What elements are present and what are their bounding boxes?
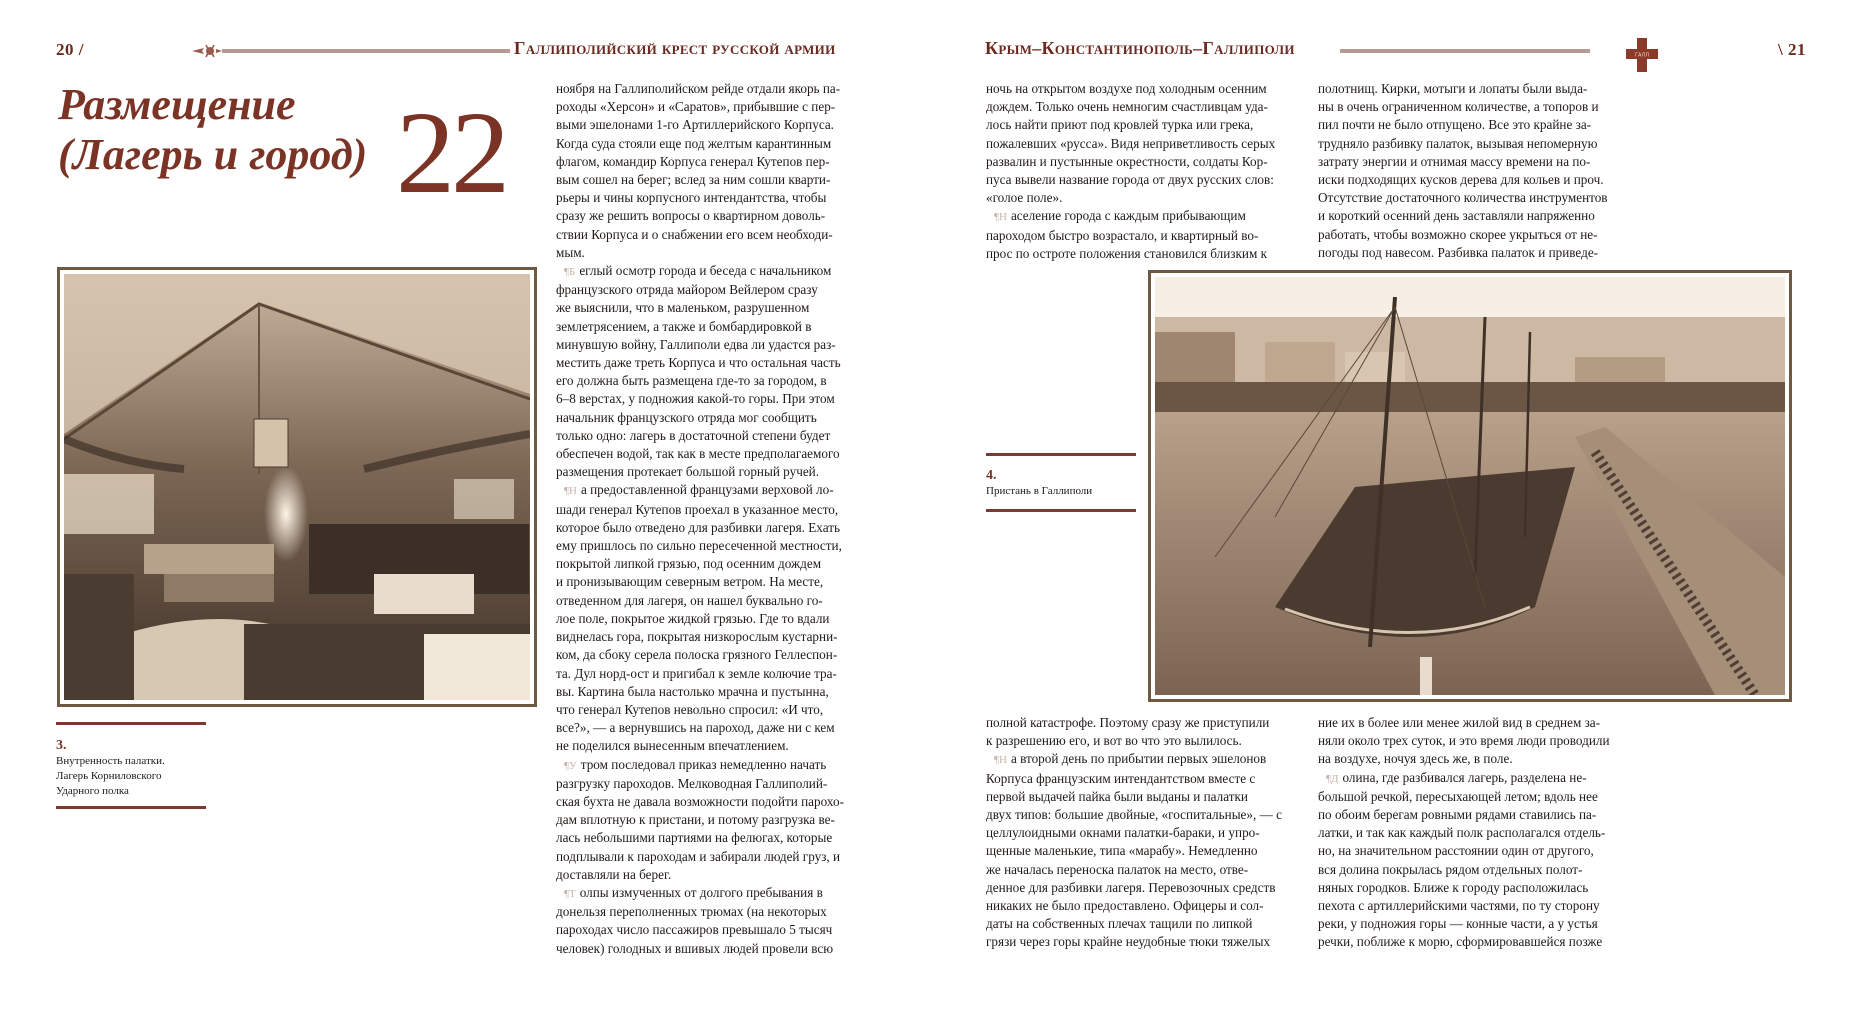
svg-text:ГАЛЛ: ГАЛЛ [1635,52,1649,59]
text-line: отведенном для лагеря, он нашел буквально го- [556,592,823,608]
text-line: к разрешению его, и вот во что это вылилось. [986,733,1242,749]
text-line: и пронизывающим северным ветром. На месте, [556,574,824,590]
text-line: вся долина покрылась рядом отдельных полот- [1318,861,1583,877]
text-line: речки, поближе к морю, сформировавшейся позже [1318,934,1603,950]
text-line: 6–8 верстах, у подножия какой-то горы. При этом [556,391,835,407]
text-line: иски подходящих кусков дерева для кольев и проч. [1318,172,1604,188]
text-line: Когда суда стояли еще под желтым карантинным [556,135,832,151]
text-line: все?», — а вернувшись на пароход, даже ни с кем [556,720,835,736]
text-line: доставляли на берег. [556,866,672,882]
text-line: которое было отведено для разбивки лагеря. Ехать [556,519,841,535]
text-line: грязи через горы крайне неудобные тюки тяжелых [986,934,1271,950]
text-line: ¶На предоставленной французами верховой ло- [564,482,834,498]
text-line: пуса вывели название города от двух русских слов: [986,172,1274,188]
text-line: землетрясением, а также и бомбардировкой в [556,318,812,334]
text-line: вы. Картина была настолько мрачна и пустынна, [556,683,829,699]
text-line: по обоим берегам ровными рядами ставились па- [1318,807,1597,823]
caption-line: Ударного полка [56,785,129,797]
text-line: его должна быть размещена где-то за городом, в [556,373,827,389]
text-line: местить даже треть Корпуса и что остальная часть [556,355,841,371]
text-line: ствии Корпуса и о снабжении его всем необходи- [556,226,833,242]
text-line: на воздухе, ночуя здесь же, в поле. [1318,751,1513,767]
running-title-right: Крым–Константинополь–Галлиполи [985,38,1295,58]
text-line: флагом, командир Корпуса генерал Кутепов пер- [556,153,830,169]
text-line: погоды под навесом. Разбивка палаток и приведе- [1318,244,1599,260]
folio-left: 20 / [56,40,84,59]
cross-icon [1626,38,1658,72]
caption-number: 3. [56,738,67,753]
chapter-number: 22 [396,87,506,218]
text-line: виднелась гора, покрытая низкорослым кустарни- [556,629,838,645]
text-line: выми эшелонами 1-го Артиллерийского Корпуса. [556,117,834,133]
text-line: начальник французского отряда мог сообщить [556,409,817,425]
text-column-right-2-top [1318,80,1636,262]
text-line: та. Дул норд-ост и пригибал к земле колючие тра- [556,665,837,681]
photo-image [64,274,530,700]
text-line: не поделился вынесенным впечатлением. [556,738,789,754]
chapter-title-line1: Размещение [58,80,296,129]
caption-line: Лагерь Корниловского [56,770,162,782]
text-line: размещения протекает большой горный ручей. [556,464,820,480]
text-line: мым. [556,244,585,260]
text-line: пожалевших «русса». Видя неприветливость серых [986,135,1276,151]
text-line: человек) голодных и вшивых людей провели всю [556,940,834,956]
text-column-right-1-top [986,80,1298,263]
text-line: ¶Толпы измученных от долгого пребывания в [564,884,823,900]
text-line: пароходах число пассажиров превышало 5 тысяч [556,922,833,938]
text-line: ночь на открытом воздухе под холодным осенним [986,81,1267,96]
text-line: большой речкой, пересыхающей летом; вдоль нее [1318,788,1598,804]
text-line: дам вплотную к пристани, и потому разгрузка ве- [556,812,835,828]
text-line: двух типов: большие двойные, «госпитальные», — с [986,807,1282,823]
caption-rule-bottom-3 [56,806,206,809]
text-column-right-1-bottom [986,714,1298,952]
chapter-title-line2: (Лагерь и город) [58,130,368,179]
text-line: ние их в более или менее жилой вид в среднем за- [1318,715,1601,730]
photo-caption-4 [986,468,1146,499]
text-line: лое поле, покрытое жидкой грязью. Где то вдали [556,610,830,626]
text-line: ¶Утром последовал приказ немедленно начать [564,756,827,772]
text-line: «голое поле». [986,190,1063,206]
text-line: шади генерал Кутепов проехал в указанное место, [556,501,839,517]
text-line: подплывали к пароходам и забирали людей груз, и [556,848,841,864]
text-line: затрату энергии и отнимая массу времени на по- [1318,153,1591,169]
text-line: никаких не было предоставлено. Офицеры и сол- [986,898,1264,914]
text-line: ¶Долина, где разбивался лагерь, разделена не- [1326,769,1587,785]
text-line: ны в очень ограниченном количестве, а топоров и [1318,99,1599,115]
text-line: лась небольшими партиями на фелюгах, которые [556,830,833,846]
text-line: пехота с артиллерийскими частями, по ту сторону [1318,898,1600,914]
text-line: Корпуса французским интендантством вместе с [986,770,1256,786]
cross-emblem [1626,38,1658,72]
photo-tent-interior [57,267,537,707]
text-line: вым сошел на берег; вслед за ним сошли кварти- [556,172,831,188]
text-line: развалин и пустынные окрестности, солдаты Кор- [986,153,1268,169]
running-title-left: Галлиполийский крест русской армии [514,38,836,58]
text-line: полной катастрофе. Поэтому сразу же приступили [986,715,1270,730]
text-line: ноября на Галлиполийском рейде отдали якорь па- [556,81,841,96]
header-rule-left [222,49,510,53]
text-line: разгрузку пароходов. Мелководная Галлиполий- [556,775,828,791]
caption-rule-bottom-4 [986,509,1136,512]
text-line: но, на значительном расстоянии один от другого, [1318,843,1594,859]
text-line: и короткий осенний день заставляли напряженно [1318,208,1595,224]
text-line: ему пришлось по сильно пересеченной местности, [556,538,842,554]
text-line: первой выдачей пайка были выданы и палатки [986,788,1248,804]
text-line: ¶Беглый осмотр города и беседа с начальником [564,263,832,279]
header-rule-right [1340,49,1590,53]
text-line: пароходом быстро возрастало, и квартирный во- [986,227,1259,243]
text-line: рьеры и чины корпусного интендантства, чтобы [556,190,827,206]
caption-line: Пристань в Галлиполи [986,485,1093,497]
text-line: няли около трех суток, и это время люди проводили [1318,733,1610,749]
text-line: работать, чтобы возможно скорее укрыться от не- [1318,226,1598,242]
chapter-heading [58,80,367,180]
text-line: обеспечен водой, так как в месте предполагаемого [556,446,840,462]
text-line: дождем. Только очень немногим счастливцам уда- [986,99,1268,115]
text-line: даты на собственных плечах тащили по липкой [986,916,1253,932]
text-line: трудняло разбивку палаток, вызывая непомерную [1318,135,1598,151]
folio-right: \ 21 [1778,40,1806,59]
caption-number: 4. [986,468,997,483]
text-line: же началась переноска палаток на место, отве- [986,861,1249,877]
text-line: латки, и так как каждый полк располагался отдель- [1318,825,1606,841]
text-line: пил почти не было отпущено. Все это крайне за- [1318,117,1592,133]
tent-photo-illustration [64,274,530,700]
caption-rule-top-4 [986,453,1136,456]
text-line: реки, у подножия горы — конные части, а у устья [1318,916,1598,932]
text-line: что генерал Кутепов невольно спросил: «И что, [556,701,824,717]
text-line: щенные маленькие, типа «марабу». Немедленно [986,843,1258,859]
text-line: ком, да сбоку серела полоска грязного Геллеспон- [556,647,838,663]
photo-image [1155,277,1785,695]
text-line: полотнищ. Кирки, мотыги и лопаты были выда- [1318,81,1588,96]
harbor-photo-illustration [1155,277,1785,695]
text-line: целлулоидными окнами палатки-бараки, и упро- [986,825,1260,841]
caption-line: Внутренность палатки. [56,755,165,767]
text-line: няных городков. Ближе к городу расположилась [1318,879,1589,895]
text-line: же выяснили, что в маленьком, разрушенном [556,300,810,316]
text-line: покрытой липкой грязью, под осенним дождем [556,556,822,572]
text-line: донельзя переполненных трюмах (на некоторых [556,904,827,920]
text-line: Отсутствие достаточного количества инструментов [1318,190,1608,206]
text-line: роходы «Херсон» и «Саратов», прибывшие с пер- [556,99,836,115]
text-line: ская бухта не давала возможности подойти парохо- [556,793,844,809]
text-line: прос по остроте положения становился близким к [986,245,1267,261]
text-line: лось найти приют под кровлей турка или грека, [986,117,1254,133]
text-line: денное для разбивки лагеря. Перевозочных средств [986,879,1276,895]
photo-gallipoli-pier [1148,270,1792,702]
text-column-right-2-bottom [1318,714,1636,952]
text-line: французского отряда майором Вейлером сразу [556,282,818,298]
text-column-left-main [556,80,870,958]
caption-rule-top-3 [56,722,206,725]
text-line: только одно: лагерь в достаточной степени будет [556,427,831,443]
text-line: минувшую войну, Галлиполи едва ли удастся раз- [556,336,836,352]
photo-caption-3 [56,738,256,799]
text-line: сразу же решить вопросы о квартирном доволь- [556,208,826,224]
text-line: ¶На второй день по прибытии первых эшелонов [994,751,1267,767]
text-line: ¶Население города с каждым прибывающим [994,208,1246,224]
